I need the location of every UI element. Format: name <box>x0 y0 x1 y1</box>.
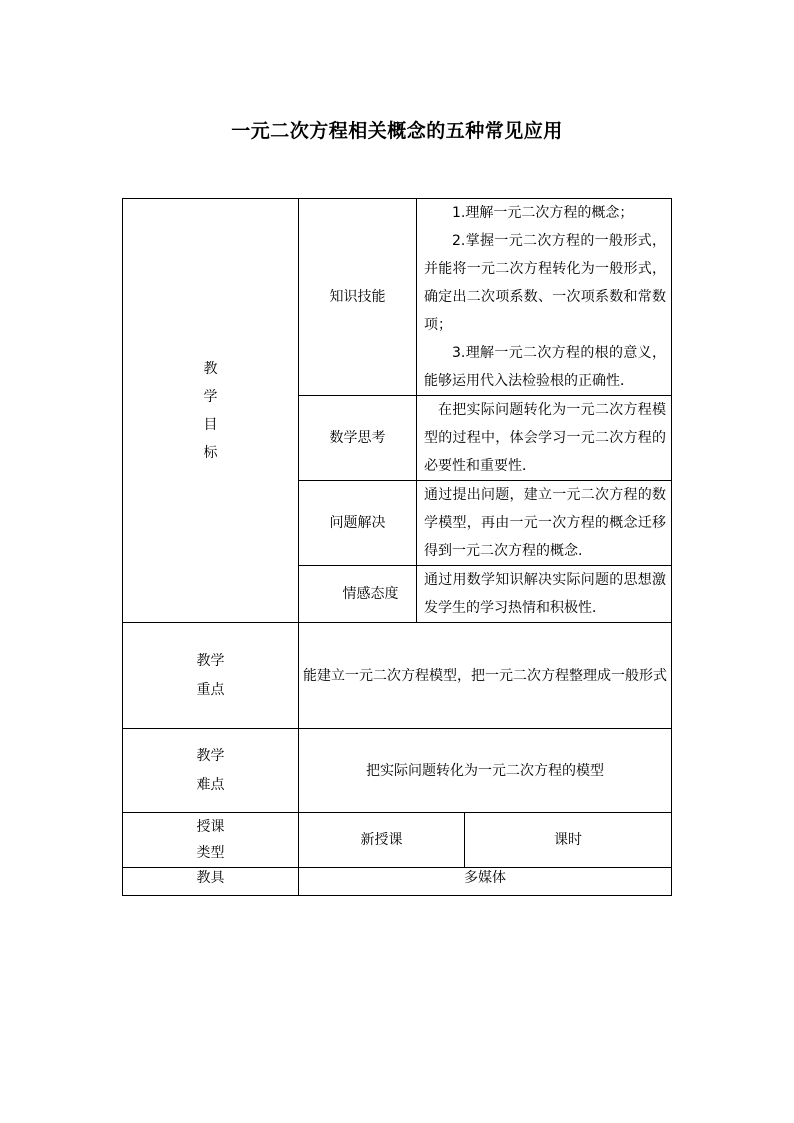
objective-line: 通过用数学知识解决实际问题的思想激发学生的学习热情和积极性． <box>424 572 667 616</box>
tools-label: 教具 <box>123 868 299 896</box>
key-point-value: 能建立一元二次方程模型，把一元二次方程整理成一般形式 <box>299 623 672 729</box>
lesson-type-row <box>123 813 672 868</box>
difficulty-value: 把实际问题转化为一元二次方程的模型 <box>299 729 672 813</box>
objective-description <box>417 566 672 623</box>
difficulty-label <box>123 729 299 813</box>
objective-name: 问题解决 <box>299 481 417 566</box>
lesson-type-label-line: 授课 <box>196 819 225 835</box>
tools-value: 多媒体 <box>299 868 672 896</box>
objective-line: 在把实际问题转化为一元二次方程模型的过程中，体会学习一元二次方程的必要性和重要性． <box>424 402 667 474</box>
objective-description <box>417 481 672 566</box>
objective-description <box>417 199 672 396</box>
objectives-label-char: 目 <box>203 416 218 433</box>
tools-row <box>123 868 672 896</box>
objective-line: 通过提出问题，建立一元二次方程的数学模型，再由一元一次方程的概念迁移得到一元二次方程的概念. <box>424 487 667 559</box>
lesson-type-label <box>123 813 299 868</box>
key-point-label-line: 重点 <box>196 681 225 698</box>
lesson-type-value: 新授课 <box>299 813 465 868</box>
key-point-row <box>123 623 672 729</box>
objectives-label-char: 标 <box>203 444 218 461</box>
objective-name: 数学思考 <box>299 396 417 481</box>
lesson-hours-label: 课时 <box>554 832 582 848</box>
objectives-label-char: 教 <box>203 360 218 377</box>
objective-line: 2.掌握一元二次方程的一般形式，并能将一元二次方程转化为一般形式，确定出二次项系数、一次项系数和常数项； <box>424 233 667 333</box>
objectives-label-char: 学 <box>203 388 218 405</box>
key-point-label-line: 教学 <box>196 652 225 669</box>
objective-row-knowledge <box>123 199 672 396</box>
difficulty-label-line: 教学 <box>196 747 225 764</box>
lesson-type-label-line: 类型 <box>196 845 225 861</box>
difficulty-label-line: 难点 <box>196 776 225 793</box>
objective-line: 1.理解一元二次方程的概念； <box>452 205 634 221</box>
lesson-hours-cell <box>465 813 672 868</box>
objective-description <box>417 396 672 481</box>
lesson-plan-table <box>122 198 672 896</box>
objective-name: 情感态度 <box>299 566 417 623</box>
page-title: 一元二次方程相关概念的五种常见应用 <box>231 120 563 142</box>
key-point-label <box>123 623 299 729</box>
objective-name: 知识技能 <box>299 199 417 396</box>
objectives-label <box>123 199 299 623</box>
objective-line: 3.理解一元二次方程的根的意义，能够运用代入法检验根的正确性． <box>424 345 667 389</box>
difficulty-row <box>123 729 672 813</box>
